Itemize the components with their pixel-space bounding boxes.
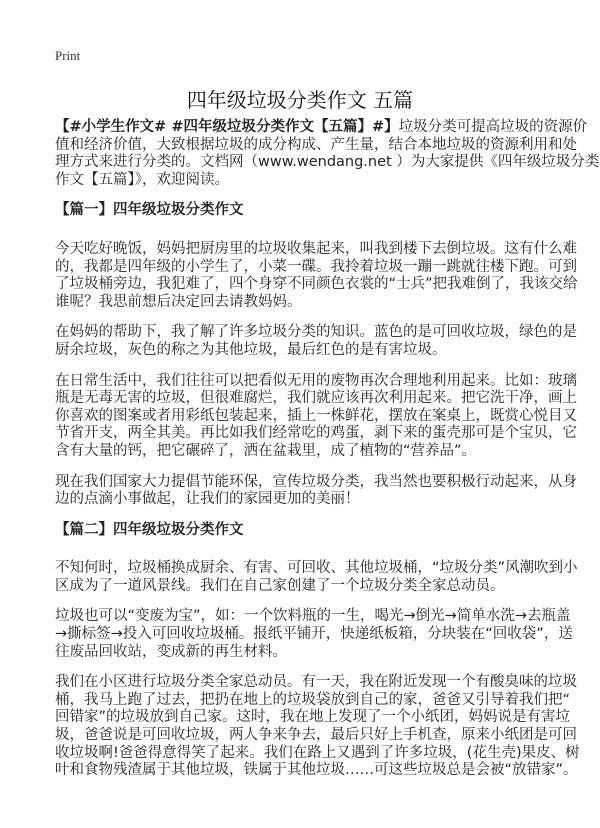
intro-line: 值和经济价值，大致根据垃圾的成分构成、产生量，结合本地垃圾的资源利用和处: [55, 136, 577, 153]
paragraph-line: →撕标签→投入可回收垃圾桶。报纸平铺开，快递纸板箱，分块装在“回收袋”，送: [55, 626, 573, 643]
paragraph-line: 今天吃好晚饭，妈妈把厨房里的垃圾收集起来，叫我到楼下去倒垃圾。这有什么难: [55, 240, 577, 257]
paragraph: [55, 240, 578, 311]
paragraph-line: 区成为了一道风景线。我们在自己家创建了一个垃圾分类全家总动员。: [55, 577, 505, 594]
paragraph-line: 收垃圾啊!爸爸得意得笑了起来。我们在路上又遇到了许多垃圾，(花生壳)果皮、树: [55, 744, 580, 761]
paragraph-line: 圾，爸爸说是可回收垃圾，两人争来争去，最后只好上手机查，原来小纸团是可回: [55, 727, 577, 744]
paragraph-line: 节省开支，两全其美。再比如我们经常吃的鸡蛋，剥下来的蛋壳那可是个宝贝，它: [55, 425, 577, 442]
paragraph: [55, 608, 575, 661]
paragraph: [55, 560, 578, 595]
intro-line: [55, 119, 588, 137]
paragraph-line: 了垃圾桶旁边，我犯难了，四个身穿不同颜色衣裳的“士兵”把我难倒了，我该交给: [55, 276, 578, 293]
paragraph-line: 我们在小区进行垃圾分类全家总动员。有一天，我在附近发现一个有酸臭味的垃圾: [55, 674, 577, 691]
sections: [55, 202, 580, 779]
print-label[interactable]: Print: [55, 48, 81, 63]
paragraph: [55, 373, 575, 461]
paragraph-line: 含有大量的钙，把它碾碎了，洒在盆栽里，成了植物的“营养品”。: [55, 442, 477, 459]
paragraph-line: 厨余垃圾，灰色的称之为其他垃圾，最后红色的是有害垃圾。: [55, 341, 447, 358]
paragraph-line: 垃圾也可以“变废为宝”，如：一个饮料瓶的一生，喝光→倒光→简单水洗→去瓶盖: [55, 608, 571, 625]
intro-line: 理方式来进行分类的。文档网（www.wendang.net ）为大家提供《四年级垃圾分类: [55, 154, 600, 171]
paragraph: [55, 674, 580, 780]
paragraph-line: 在日常生活中，我们往往可以把看似无用的废物再次合理地利用起来。比如：玻璃: [55, 372, 577, 389]
paragraph-line: 回错家”的垃圾放到自己家。这时，我在地上发现了一个小纸团，妈妈说是有害垃: [55, 709, 571, 726]
paragraph-line: 桶，我马上跑了过去，把扔在地上的垃圾袋放到自己的家，爸爸又引导着我们把“: [55, 691, 571, 708]
intro-tag: 【#小学生作文# #四年级垃圾分类作文【五篇】#】: [55, 119, 399, 135]
paragraph-line: 在妈妈的帮助下，我了解了许多垃圾分类的知识。蓝色的是可回收垃圾，绿色的是: [55, 324, 577, 341]
paragraph-line: 不知何时，垃圾桶换成厨余、有害、可回收、其他垃圾桶，“垃圾分类”风潮吹到小: [55, 560, 578, 577]
paragraph-line: 的，我都是四年级的小学生了，小菜一碟。我拎着垃圾一蹦一跳就往楼下跑。可到: [55, 258, 577, 275]
paragraph-line: 叶和食物残渣属于其他垃圾，铁属于其他垃圾……可这些垃圾总是会被“放错家”。: [55, 762, 578, 779]
section-heading: 【篇二】四年级垃圾分类作文: [55, 521, 244, 538]
intro-text: 垃圾分类可提高垃圾的资源价: [398, 119, 588, 135]
paragraph-line: 瓶是无毒无害的垃圾，但很难腐烂，我们就应该再次利用起来。把它洗干净，画上: [55, 390, 577, 407]
paragraph: [55, 324, 575, 359]
paragraph: [55, 474, 575, 509]
page-title: 四年级垃圾分类作文 五篇: [186, 88, 414, 112]
paragraph-line: 现在我们国家大力提倡节能环保，宣传垃圾分类，我当然也要积极行动起来，从身: [55, 473, 577, 490]
paragraph-line: 边的点滴小事做起，让我们的家园更加的美丽！: [55, 491, 360, 508]
paragraph-line: 往废品回收站，变成新的再生材料。: [55, 643, 287, 660]
section-heading: 【篇一】四年级垃圾分类作文: [55, 202, 244, 219]
article-body: [55, 119, 600, 793]
paragraph-line: 谁呢？我思前想后决定回去请教妈妈。: [55, 293, 302, 310]
paragraph-line: 你喜欢的图案或者用彩纸包装起来，插上一株鲜花，摆放在案桌上，既赏心悦目又: [55, 407, 577, 424]
intro-line: 作文【五篇】》，欢迎阅读。: [55, 171, 229, 188]
intro-paragraph: [55, 119, 600, 189]
